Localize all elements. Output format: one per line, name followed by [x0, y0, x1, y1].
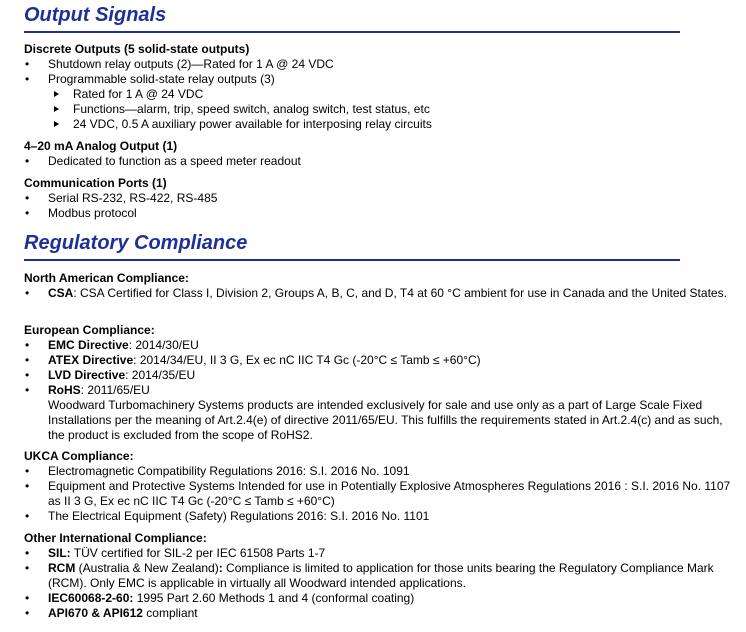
list-item: • Equipment and Protective Systems Intended for use in Potentially Explosive Atmospheres Regulations 2016 : S.I. 2016 No. 1107 as II 3 G, Ex ec nC IIC T4 Gc (-20°C ≤ Tamb ≤ +60°C): [24, 479, 740, 509]
heading-rule: [24, 31, 680, 33]
csa-label: CSA: [48, 286, 74, 300]
list-item: [24, 383, 740, 398]
emc-label: EMC Directive: [48, 338, 129, 352]
list-item: [24, 561, 740, 591]
list-item: • Dedicated to function as a speed meter readout: [24, 154, 740, 169]
communication-ports-title: Communication Ports (1): [24, 176, 167, 190]
rcm-label: RCM: [48, 561, 76, 575]
list-item: [24, 286, 740, 301]
list-item: • Programmable solid-state relay outputs (3): [24, 72, 740, 87]
rcm-region: (Australia & New Zealand): [75, 561, 219, 575]
discrete-outputs-section: [24, 42, 740, 132]
north-american-section: [24, 271, 740, 301]
rcm-text: Compliance is limited to application for those units bearing the Regulatory Compliance Mark (RCM). Only EMC is applicable in virtually all Woodward intended applications.: [48, 561, 714, 590]
sil-label: SIL:: [48, 546, 71, 560]
ukca-section: [24, 449, 740, 524]
regulatory-compliance-heading: Regulatory Compliance: [24, 232, 248, 254]
iec-text: 1995 Part 2.60 Methods 1 and 4 (conformal coating): [133, 591, 415, 605]
sub-list-item: 24 VDC, 0.5 A auxiliary power available for interposing relay circuits: [24, 117, 740, 132]
list-item: • Electromagnetic Compatibility Regulations 2016: S.I. 2016 No. 1091: [24, 464, 740, 479]
api-text: compliant: [142, 606, 198, 620]
lvd-label: LVD Directive: [48, 368, 126, 382]
sub-list-item: Functions—alarm, trip, speed switch, analog switch, test status, etc: [24, 102, 740, 117]
discrete-outputs-list: [24, 57, 740, 132]
list-item: • Serial RS-232, RS-422, RS-485: [24, 191, 740, 206]
other-international-section: [24, 531, 740, 621]
sub-list-item: Rated for 1 A @ 24 VDC: [24, 87, 740, 102]
list-item: [24, 338, 740, 353]
output-signals-heading: Output Signals: [24, 4, 167, 26]
iec-label: IEC60068-2-60:: [48, 591, 134, 605]
communication-ports-section: [24, 176, 740, 221]
list-item: [24, 546, 740, 561]
list-item: [24, 591, 740, 606]
rohs-text: : 2011/65/EU: [80, 383, 150, 397]
other-international-title: Other International Compliance:: [24, 531, 207, 545]
atex-label: ATEX Directive: [48, 353, 134, 367]
analog-output-title: 4–20 mA Analog Output (1): [24, 139, 178, 153]
heading-rule: [24, 259, 680, 261]
atex-text: : 2014/34/EU, II 3 G, Ex ec nC IIC T4 Gc (-20°C ≤ Tamb ≤ +60°C): [133, 353, 481, 367]
list-item: [24, 368, 740, 383]
csa-text: : CSA Certified for Class I, Division 2, Groups A, B, C, and D, T4 at 60 °C ambient for use in Canada and the United States.: [73, 286, 727, 300]
european-section: [24, 323, 740, 443]
list-item: • Shutdown relay outputs (2)—Rated for 1 A @ 24 VDC: [24, 57, 740, 72]
sil-text: TÜV certified for SIL-2 per IEC 61508 Parts 1-7: [70, 546, 326, 560]
analog-output-section: [24, 139, 740, 169]
list-item: [24, 353, 740, 368]
rcm-colon: :: [218, 561, 223, 575]
emc-text: : 2014/30/EU: [128, 338, 199, 352]
north-american-title: North American Compliance:: [24, 271, 189, 285]
list-item: • The Electrical Equipment (Safety) Regulations 2016: S.I. 2016 No. 1101: [24, 509, 740, 524]
discrete-outputs-title: Discrete Outputs (5 solid-state outputs): [24, 42, 250, 56]
ukca-title: UKCA Compliance:: [24, 449, 134, 463]
rohs-label: RoHS: [48, 383, 81, 397]
list-item: [24, 606, 740, 621]
european-title: European Compliance:: [24, 323, 155, 337]
lvd-text: : 2014/35/EU: [125, 368, 196, 382]
api-label: API670 & API612: [48, 606, 143, 620]
rohs-note: Woodward Turbomachinery Systems products are intended exclusively for sale and use only as a part of Large Scale Fixed Installations per the meaning of Art.2.4(e) of directive 2011/65/EU. This fulfills the requirements stated in Art.2.4(c) and as such, the product is excluded from the scope of RoHS2.: [48, 398, 723, 442]
list-item: • Modbus protocol: [24, 206, 740, 221]
